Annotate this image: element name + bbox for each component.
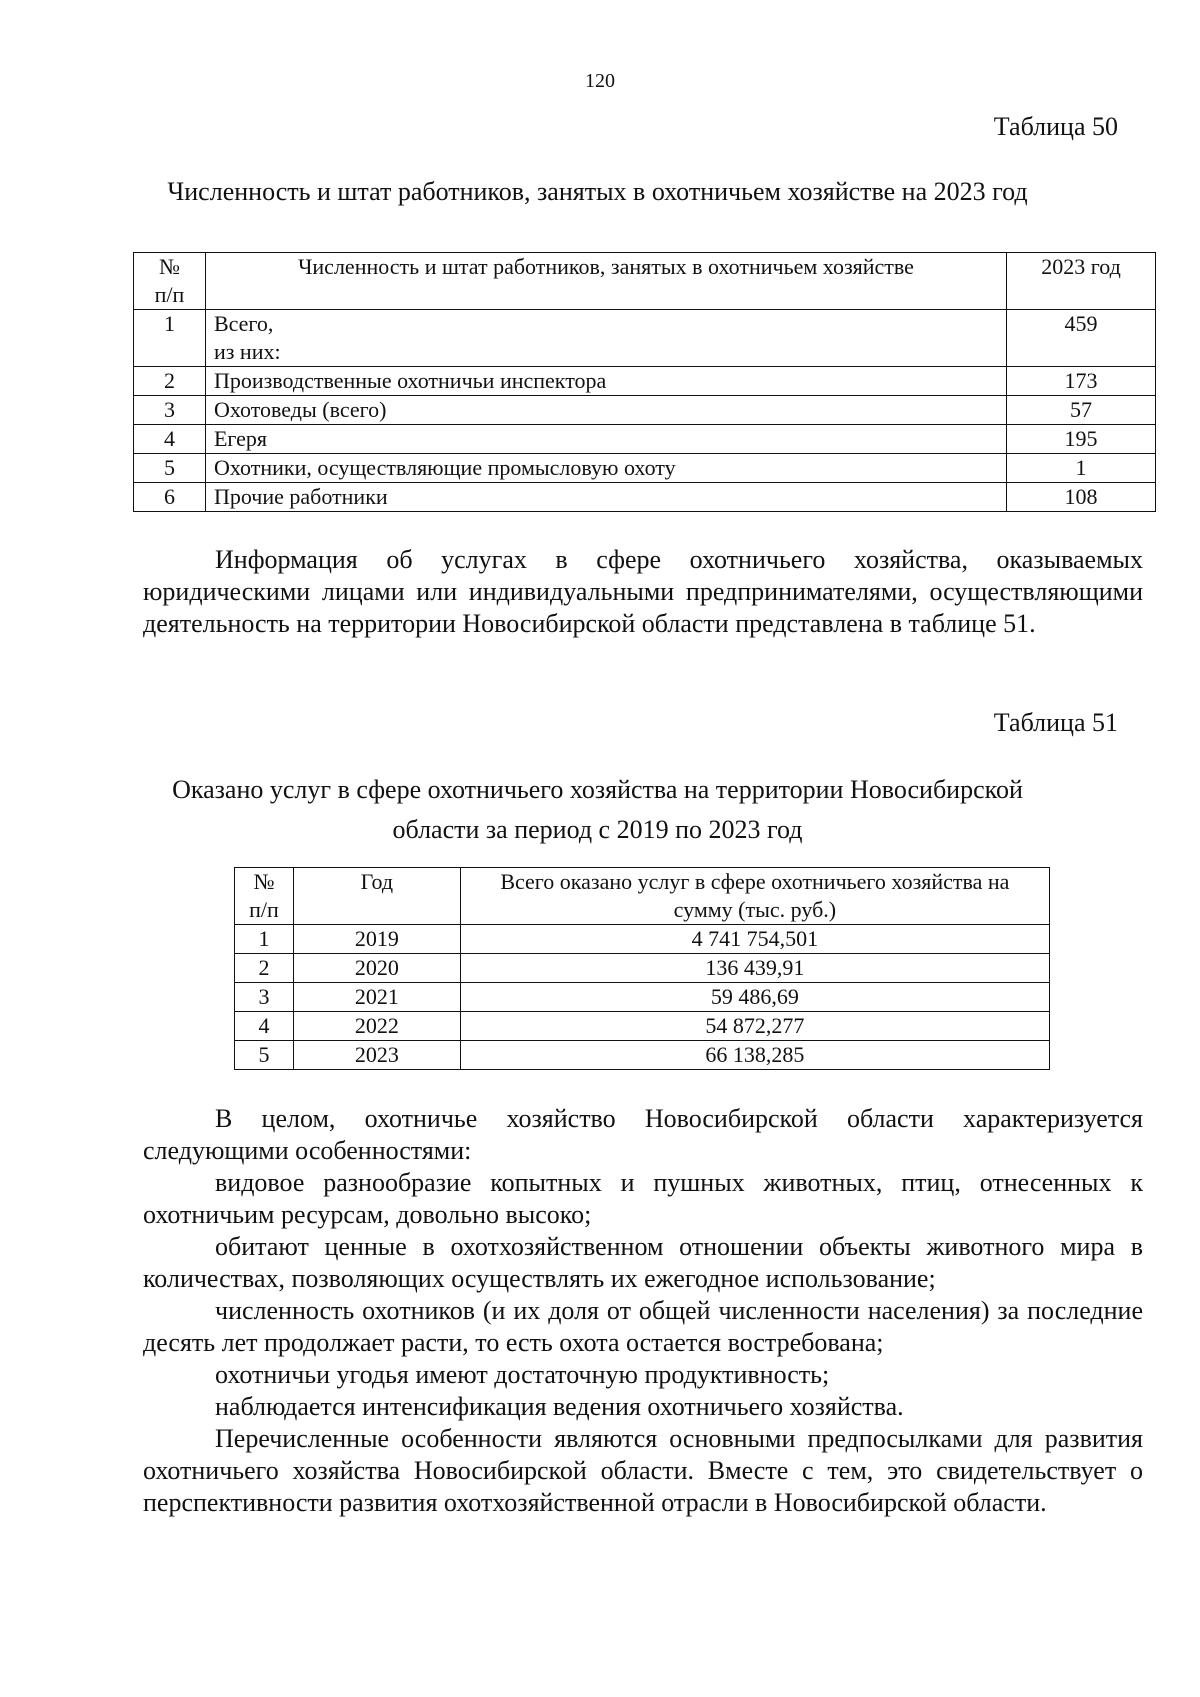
conclusion-bullet: наблюдается интенсификация ведения охотничьего хозяйства. (215, 1392, 904, 1421)
header-num (134, 253, 206, 310)
row-name: Прочие работники (205, 483, 1006, 512)
row-year: 2020 (293, 954, 460, 983)
row-year: 2023 (293, 1041, 460, 1070)
row-value: 195 (1007, 425, 1156, 454)
header-num-line1: № (253, 869, 275, 894)
row-name: Егеря (205, 425, 1006, 454)
row-num: 1 (235, 925, 294, 954)
table-row (235, 925, 1050, 954)
row-name: Охотоведы (всего) (205, 396, 1006, 425)
row-value: 57 (1007, 396, 1156, 425)
row-year: 2021 (293, 983, 460, 1012)
intro-paragraph (143, 544, 1143, 640)
conclusion-bullet: обитают ценные в охотхозяйственном отношении объекты животного мира в количествах, позволяющих осуществлять их ежегодное использование; (143, 1232, 1143, 1293)
table-header-row (235, 868, 1050, 925)
table-50 (133, 252, 1156, 512)
row-num: 5 (235, 1041, 294, 1070)
row-value: 459 (1007, 310, 1156, 367)
row-total: 66 138,285 (460, 1041, 1049, 1070)
table-51-title-line1: Оказано услуг в сфере охотничьего хозяйства на территории Новосибирской (172, 775, 1023, 804)
header-year: Год (293, 868, 460, 925)
conclusion-paragraph: Перечисленные особенности являются основными предпосылками для развития охотничьего хозяйства Новосибирской области. Вместе с тем, это свидетельствует о перспективности развития охотхозяйственной отрасли в Новосибирской области. (143, 1424, 1143, 1517)
table-51-title (120, 770, 1075, 850)
header-total-line1: Всего оказано услуг в сфере охотничьего хозяйства на (500, 869, 1010, 894)
row-total: 136 439,91 (460, 954, 1049, 983)
table-50-title: Численность и штат работников, занятых в охотничьем хозяйстве на 2023 год (167, 177, 1028, 206)
row-num: 4 (235, 1012, 294, 1041)
header-value: 2023 год (1007, 253, 1156, 310)
conclusion-bullet: видовое разнообразие копытных и пушных животных, птиц, отнесенных к охотничьим ресурсам, довольно высоко; (143, 1168, 1143, 1229)
table-51-label: Таблица 51 (993, 708, 1118, 737)
row-value: 173 (1007, 367, 1156, 396)
row-num: 1 (134, 310, 206, 367)
row-num: 5 (134, 454, 206, 483)
header-total-line2: сумму (тыс. руб.) (673, 897, 837, 922)
row-name (205, 310, 1006, 367)
table-row (235, 1041, 1050, 1070)
row-name-line1: Всего, (213, 311, 274, 336)
row-year: 2022 (293, 1012, 460, 1041)
row-num: 3 (235, 983, 294, 1012)
header-num (235, 868, 294, 925)
table-row (235, 983, 1050, 1012)
table-row (134, 483, 1156, 512)
header-name: Численность и штат работников, занятых в охотничьем хозяйстве (205, 253, 1006, 310)
conclusion-bullet: численность охотников (и их доля от общей численности населения) за последние десять лет продолжает расти, то есть охота остается востребована; (143, 1296, 1143, 1357)
table-row (134, 310, 1156, 367)
row-value: 1 (1007, 454, 1156, 483)
intro-paragraph-text: Информация об услугах в сфере охотничьего хозяйства, оказываемых юридическими лицами или индивидуальными предпринимателями, осуществляющими деятельность на территории Новосибирской области представлена в таблице 51. (143, 545, 1143, 638)
table-50-label: Таблица 50 (993, 112, 1118, 141)
row-num: 2 (235, 954, 294, 983)
conclusion-section (143, 1103, 1143, 1519)
row-name: Охотники, осуществляющие промысловую охоту (205, 454, 1006, 483)
row-num: 4 (134, 425, 206, 454)
header-num-line2: п/п (249, 897, 279, 922)
table-header-row (134, 253, 1156, 310)
row-total: 54 872,277 (460, 1012, 1049, 1041)
table-row (235, 954, 1050, 983)
header-total (460, 868, 1049, 925)
conclusion-bullet: охотничьи угодья имеют достаточную продуктивность; (215, 1360, 830, 1389)
row-num: 6 (134, 483, 206, 512)
header-num-line1: № (158, 254, 180, 279)
row-num: 2 (134, 367, 206, 396)
conclusion-paragraph: В целом, охотничье хозяйство Новосибирской области характеризуется следующими особенностями: (143, 1104, 1143, 1165)
table-row (134, 396, 1156, 425)
table-row (134, 425, 1156, 454)
table-51-title-line2: области за период с 2019 по 2023 год (392, 815, 803, 844)
row-total: 59 486,69 (460, 983, 1049, 1012)
page-number: 120 (585, 70, 615, 92)
table-row (235, 1012, 1050, 1041)
row-year: 2019 (293, 925, 460, 954)
row-name: Производственные охотничьи инспектора (205, 367, 1006, 396)
table-51 (234, 867, 1050, 1070)
row-value: 108 (1007, 483, 1156, 512)
row-name-line2: из них: (213, 339, 281, 364)
header-num-line2: п/п (154, 282, 185, 307)
table-row (134, 454, 1156, 483)
table-row (134, 367, 1156, 396)
row-num: 3 (134, 396, 206, 425)
row-total: 4 741 754,501 (460, 925, 1049, 954)
